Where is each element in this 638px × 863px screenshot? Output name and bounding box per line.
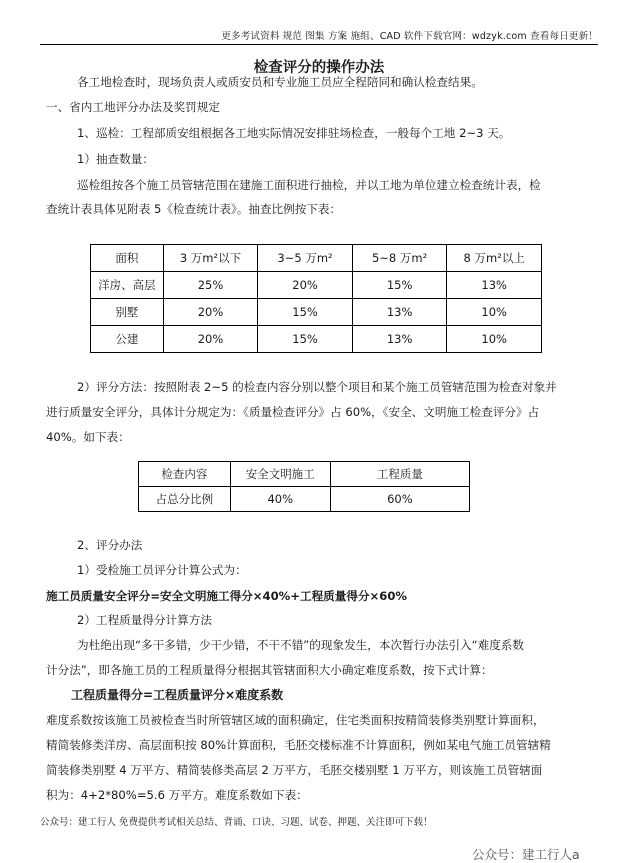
scoring-method-line-2: 进行质量安全评分，具体计分规定为：《质量检查评分》占 60%，《安全、文明施工检查评分》占 (46, 405, 540, 419)
scoring-method-line-1: 2）评分方法：按照附表 2~5 的检查内容分别以整个项目和某个施工员管辖范围为检查对象并 (77, 380, 557, 394)
table-header-cell: 8 万m²以上 (447, 245, 542, 272)
table-row (91, 272, 542, 299)
page-footer: 公众号：建工行人 免费提供考试相关总结、背诵、口诀、习题、试卷、押题、关注即可下载！ (40, 817, 433, 828)
table-cell: 10% (447, 326, 542, 353)
table-row (91, 299, 542, 326)
coefficient-line-4: 积为：4+2*80%=5.6 万平方。难度系数如下表： (46, 788, 308, 802)
table-row (139, 487, 470, 512)
coefficient-line-2: 精简装修类洋房、高层面积按 80%计算面积，毛胚交楼标准不计算面积，例如某电气施工员管辖精 (46, 738, 551, 752)
table-header-cell: 3 万m²以下 (163, 245, 258, 272)
table-cell: 60% (330, 487, 469, 512)
formula-1: 施工员质量安全评分=安全文明施工得分×40%+工程质量得分×60% (46, 589, 408, 603)
difficulty-intro-line-2: 计分法”，即各施工员的工程质量得分根据其管辖面积大小确定难度系数，按下式计算： (46, 663, 493, 677)
table-cell: 公建 (91, 326, 164, 353)
scoring-method-line-3: 40%。如下表： (46, 430, 130, 444)
table-cell: 占总分比例 (139, 487, 231, 512)
table-cell: 洋房、高层 (91, 272, 164, 299)
sample-quantity-heading: 1）抽查数量： (77, 152, 154, 166)
table-header-cell: 面积 (91, 245, 164, 272)
table-cell: 20% (163, 326, 258, 353)
table-cell: 15% (352, 272, 447, 299)
table-cell: 别墅 (91, 299, 164, 326)
section-2-heading: 2、评分办法 (77, 538, 143, 552)
page-header: 更多考试资料 规范 图集 方案 施组、CAD 软件下载官网：wdzyk.com 查看每日更新！ (221, 31, 598, 42)
coefficient-line-3: 简装修类别墅 4 万平方、精简装修类高层 2 万平方，毛胚交楼别墅 1 万平方，则该施工员管辖面 (46, 763, 543, 777)
intro-paragraph: 各工地检查时，现场负责人或质安员和专业施工员应全程陪同和确认检查结果。 (77, 75, 483, 89)
table-cell: 13% (447, 272, 542, 299)
table-cell: 15% (258, 299, 353, 326)
coefficient-line-1: 难度系数按该施工员被检查当时所管辖区域的面积确定，住宅类面积按精简装修类别墅计算面积， (46, 713, 545, 727)
watermark-label: 公众号：建工行人a (472, 847, 580, 862)
table-cell: 25% (163, 272, 258, 299)
table-cell: 20% (258, 272, 353, 299)
score-share-table (138, 461, 470, 512)
table-header-row (91, 245, 542, 272)
sample-quantity-line-2: 查统计表具体见附表 5《检查统计表》。抽查比例按下表： (46, 202, 342, 216)
table-cell: 40% (230, 487, 330, 512)
table-header-cell: 工程质量 (330, 462, 469, 487)
header-divider (40, 44, 598, 45)
section-1-item-1: 1、巡检：工程部质安组根据各工地实际情况安排驻场检查，一般每个工地 2~3 天。 (77, 126, 511, 140)
table-cell: 20% (163, 299, 258, 326)
difficulty-intro-line-1: 为杜绝出现“多干多错，少干少错，不干不错”的现象发生，本次暂行办法引入“难度系数 (77, 638, 524, 652)
formula-1-intro: 1）受检施工员评分计算公式为： (77, 563, 247, 577)
table-cell: 13% (352, 326, 447, 353)
table-header-row (139, 462, 470, 487)
table-cell: 13% (352, 299, 447, 326)
table-header-cell: 5~8 万m² (352, 245, 447, 272)
table-cell: 15% (258, 326, 353, 353)
sampling-ratio-table (90, 244, 542, 353)
table-row (91, 326, 542, 353)
table-header-cell: 3~5 万m² (258, 245, 353, 272)
formula-2: 工程质量得分=工程质量评分×难度系数 (71, 688, 284, 702)
table-cell: 10% (447, 299, 542, 326)
document-title: 检查评分的操作办法 (253, 60, 385, 76)
table-header-cell: 检查内容 (139, 462, 231, 487)
table-header-cell: 安全文明施工 (230, 462, 330, 487)
quality-score-heading: 2）工程质量得分计算方法 (77, 613, 212, 627)
section-1-heading: 一、省内工地评分办法及奖罚规定 (46, 100, 220, 114)
sample-quantity-line-1: 巡检组按各个施工员管辖范围在建施工面积进行抽检，并以工地为单位建立检查统计表，检 (77, 178, 541, 192)
